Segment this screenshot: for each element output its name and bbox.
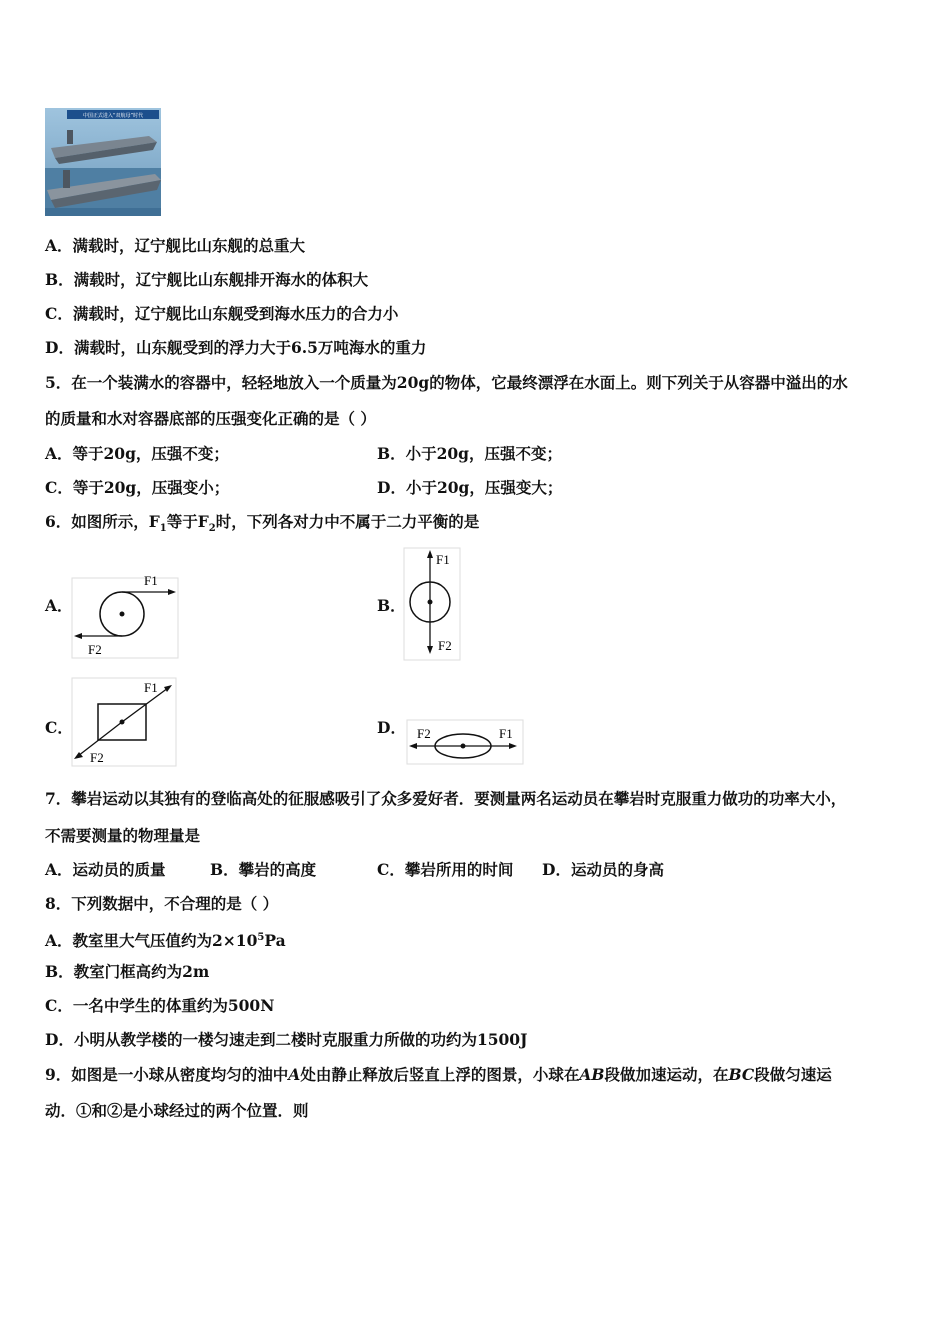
force-f2-label: F2 <box>88 642 102 657</box>
q6-figure-d <box>405 718 527 768</box>
q8-stem: 8．下列数据中，不合理的是（ ） <box>45 894 279 913</box>
q8-option-a: A．教室里大气压值约为$2\times 10^5Pa$ <box>45 931 286 951</box>
photo-caption: 中国正式进入“双航母”时代 <box>82 113 144 119</box>
q6-label-d: D． <box>377 718 406 737</box>
q5-option-a: A．等于20g，压强不变； <box>45 444 229 463</box>
force-f1-label: F1 <box>144 573 158 588</box>
q7-option-a: A．运动员的质量 <box>45 860 166 879</box>
q5-option-c: C．等于20g，压强变小； <box>45 478 230 497</box>
q6-figure-c <box>70 676 180 768</box>
q6-label-a: A． <box>45 596 73 615</box>
q6-label-b: B． <box>377 596 406 615</box>
force-f1-label: F1 <box>436 552 450 567</box>
q7-stem-line2: 不需要测量的物理量是 <box>45 826 201 845</box>
q4-option-a: A．满载时，辽宁舰比山东舰的总重大 <box>45 236 306 255</box>
q5-stem-line2: 的质量和水对容器底部的压强变化正确的是（ ） <box>45 409 376 428</box>
q7-option-b: B．攀岩的高度 <box>210 860 317 879</box>
q6-figure-b <box>402 546 462 662</box>
q7-option-c: C．攀岩所用的时间 <box>377 860 514 879</box>
q5-option-d: D．小于20g，压强变大； <box>377 478 563 497</box>
q7-stem-line1: 7．攀岩运动以其独有的登临高处的征服感吸引了众多爱好者．要测量两名运动员在攀岩时克服重力做功的功率大小， <box>45 789 847 808</box>
q9-stem-line1: 9．如图是一小球从密度均匀的油中A处由静止释放后竖直上浮的图景，小球在AB段做加速运动，在BC段做匀速运 <box>45 1065 832 1084</box>
force-f2-label: F2 <box>438 638 452 653</box>
q4-option-d: D．满载时，山东舰受到的浮力大于6.5万吨海水的重力 <box>45 338 427 357</box>
q8-option-b: B．教室门框高约为2m <box>45 962 210 981</box>
q8-option-c: C．一名中学生的体重约为500N <box>45 996 275 1015</box>
q7-option-d: D．运动员的身高 <box>542 860 664 879</box>
q5-stem-line1: 5．在一个装满水的容器中，轻轻地放入一个质量为20g的物体，它最终漂浮在水面上。则下列关于从容器中溢出的水 <box>45 373 848 392</box>
q6-stem: 6．如图所示，$F_1$等于$F_2$时，下列各对力中不属于二力平衡的是 <box>45 512 480 535</box>
force-f2-label: F2 <box>417 726 431 741</box>
q5-option-b: B．小于20g，压强不变； <box>377 444 563 463</box>
force-f2-label: F2 <box>90 750 104 765</box>
q8-option-d: D．小明从教学楼的一楼匀速走到二楼时克服重力所做的功约为1500J <box>45 1030 528 1049</box>
q6-label-c: C． <box>45 718 73 737</box>
force-f1-label: F1 <box>499 726 513 741</box>
q6-figure-a <box>70 570 182 662</box>
force-f1-label: F1 <box>144 680 158 695</box>
q4-option-b: B．满载时，辽宁舰比山东舰排开海水的体积大 <box>45 270 369 289</box>
aircraft-carrier-photo <box>45 108 161 216</box>
q4-option-c: C．满载时，辽宁舰比山东舰受到海水压力的合力小 <box>45 304 399 323</box>
q9-stem-line2: 动．①和②是小球经过的两个位置．则 <box>45 1101 309 1120</box>
